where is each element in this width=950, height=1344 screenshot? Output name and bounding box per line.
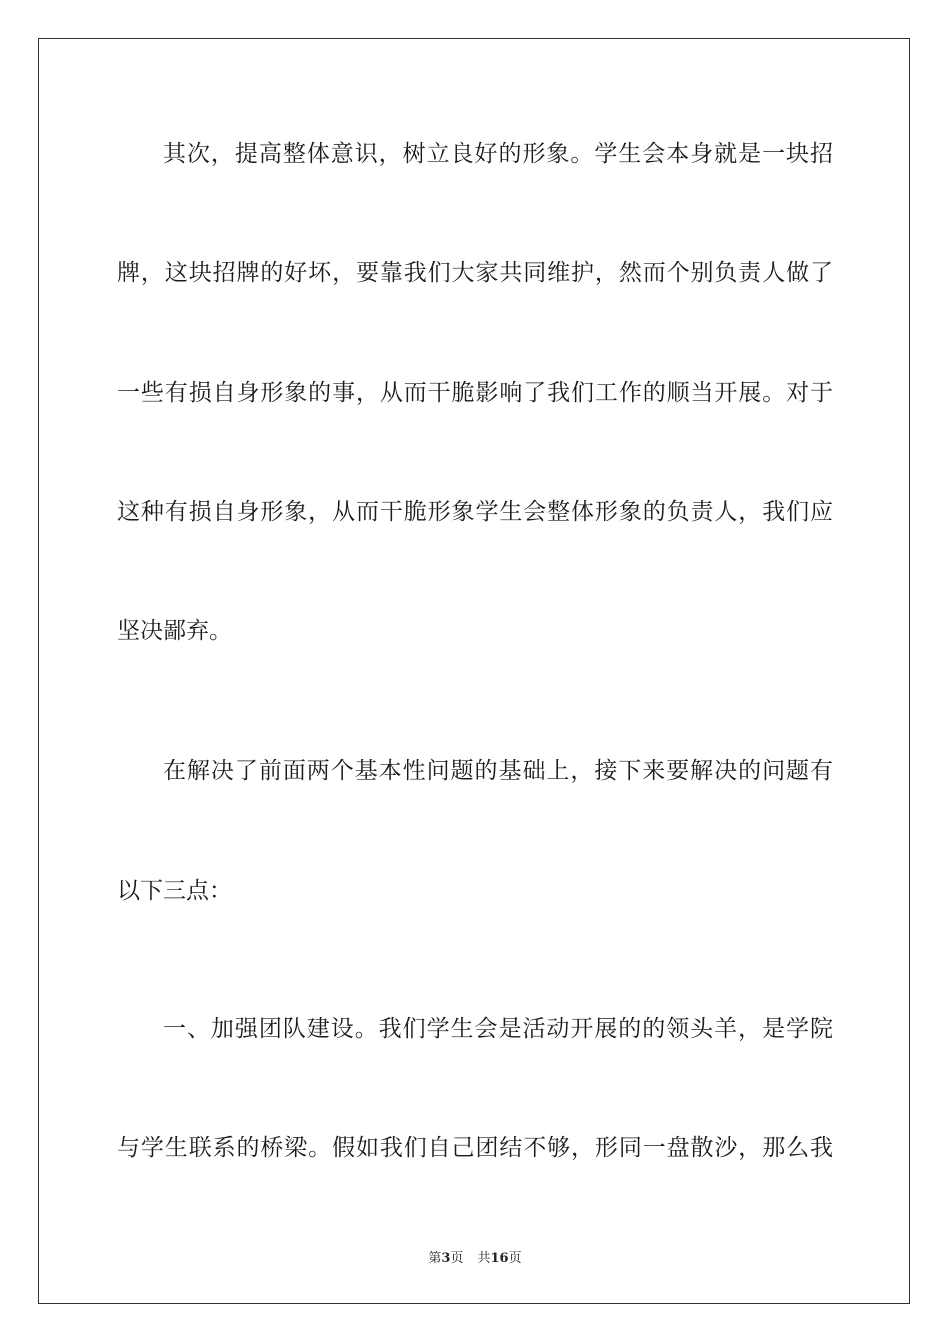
paragraph-2-line-1: 在解决了前面两个基本性问题的基础上，接下来要解决的问题有 (163, 758, 833, 784)
paragraph-1-line-2: 牌，这块招牌的好坏，要靠我们大家共同维护，然而个别负责人做了 (117, 260, 833, 286)
paragraph-1-line-3: 一些有损自身形象的事，从而干脆影响了我们工作的顺当开展。对于 (117, 380, 833, 406)
paragraph-3-line-2: 与学生联系的桥梁。假如我们自己团结不够，形同一盘散沙，那么我 (117, 1135, 833, 1161)
page-prefix: 第 (428, 1251, 442, 1266)
page-footer (0, 1247, 950, 1266)
page-suffix: 页 (450, 1251, 464, 1266)
total-prefix: 共 (477, 1251, 491, 1266)
paragraph-1-line-5: 坚决鄙弃。 (117, 618, 232, 644)
total-pages: 16 (490, 1251, 509, 1266)
paragraph-3-line-1: 一、加强团队建设。我们学生会是活动开展的的领头羊，是学院 (163, 1016, 833, 1042)
total-suffix: 页 (508, 1251, 522, 1266)
page-border (38, 38, 910, 1304)
paragraph-1-line-4: 这种有损自身形象，从而干脆形象学生会整体形象的负责人，我们应 (117, 499, 833, 525)
paragraph-2-line-2: 以下三点： (117, 878, 232, 904)
page-number: 3 (441, 1251, 451, 1266)
paragraph-1-line-1: 其次，提高整体意识，树立良好的形象。学生会本身就是一块招 (163, 141, 833, 167)
